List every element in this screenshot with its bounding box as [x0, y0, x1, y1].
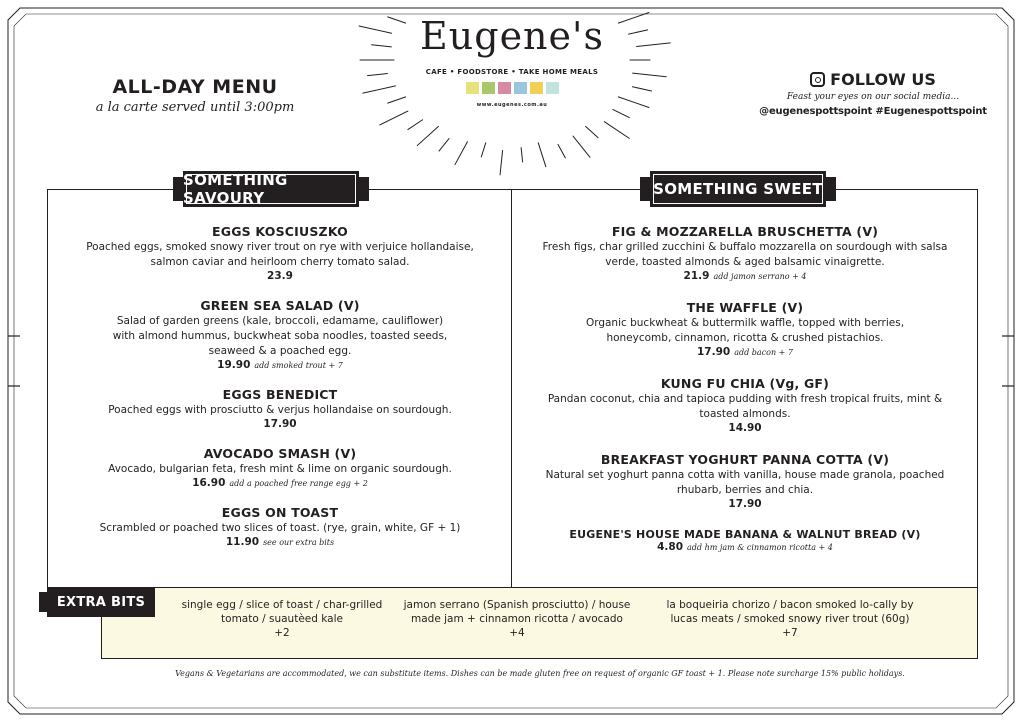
sunburst-ray [632, 87, 651, 91]
brand-url[interactable]: www.eugenes.com.au [476, 102, 548, 108]
item-description: Pandan coconut, chia and tapioca pudding with fresh tropical fruits, mint & toasted almonds. [547, 393, 943, 420]
item-price [520, 270, 970, 282]
item-price [520, 422, 970, 434]
price-value: 23.9 [267, 270, 293, 282]
item-price [60, 477, 500, 489]
item-description: Natural set yoghurt panna cotta with vanilla, house made granola, poached rhubarb, berries and chia. [545, 469, 945, 496]
item-name: EUGENE'S HOUSE MADE BANANA & WALNUT BREAD (V) [569, 528, 921, 541]
item-price [520, 498, 970, 510]
extra-group [172, 598, 392, 640]
item-price [60, 270, 500, 282]
swatch [482, 82, 495, 94]
savoury-banner: SOMETHING SAVOURY [183, 171, 359, 207]
extra-bits-tab: EXTRA BITS [47, 587, 155, 617]
extra-group-text: single egg / slice of toast / char-grilled tomato / suautèed kale [181, 599, 383, 625]
sunburst-ray [388, 97, 406, 103]
sunburst-ray [455, 142, 467, 165]
instagram-icon[interactable] [810, 72, 825, 87]
sunburst-ray [417, 126, 438, 145]
menu-item [520, 376, 970, 434]
swatch [530, 82, 543, 94]
sweet-column [520, 222, 970, 553]
swatch [514, 82, 527, 94]
item-name: EGGS ON TOAST [221, 505, 339, 520]
item-name: AVOCADO SMASH (V) [203, 446, 357, 461]
item-name: BREAKFAST YOGHURT PANNA COTTA (V) [600, 452, 890, 467]
item-description: Scrambled or poached two slices of toast. (rye, grain, white, GF + 1) [99, 522, 461, 534]
savoury-column [60, 222, 500, 548]
sunburst-ray [586, 126, 598, 137]
menu-item [520, 452, 970, 510]
sunburst-ray [633, 73, 667, 77]
price-value: 21.9 [683, 270, 710, 282]
sunburst-ray [618, 97, 649, 108]
sunburst-ray [629, 30, 648, 34]
sunburst-ray [604, 122, 629, 139]
swatch [498, 82, 511, 94]
item-addon: add bacon + 7 [734, 348, 793, 357]
sunburst-ray [500, 150, 503, 174]
item-description: Poached eggs, smoked snowy river trout on rye with verjuice hollandaise, salmon caviar and heirloom cherry tomato salad. [86, 241, 474, 268]
menu-item [520, 300, 970, 358]
price-value: 17.90 [697, 346, 731, 358]
menu-item [60, 446, 500, 489]
sunburst-ray [618, 13, 649, 24]
extra-group [403, 598, 631, 640]
sunburst-ray [613, 109, 630, 117]
swatch [466, 82, 479, 94]
item-price [60, 536, 500, 548]
brand-name: Eugene's [420, 14, 604, 58]
sunburst-ray [521, 148, 522, 162]
price-value: 11.90 [225, 536, 260, 548]
sunburst-ray [637, 43, 671, 47]
item-description: Fresh figs, char grilled zucchini & buffalo mozzarella on sourdough with salsa verde, toasted almonds & aged balsamic vinaigrette. [542, 241, 948, 268]
price-value: 14.90 [728, 422, 762, 434]
brand-tagline: CAFE • FOODSTORE • TAKE HOME MEALS [425, 68, 599, 76]
menu-item [60, 298, 500, 371]
item-addon: add a poached free range egg + 2 [229, 479, 368, 488]
extra-group-price: +7 [782, 627, 798, 639]
item-name: EGGS BENEDICT [222, 387, 338, 402]
item-price [520, 541, 970, 553]
menu-item [60, 387, 500, 430]
follow-us-block [742, 70, 1004, 117]
price-value: 16.90 [192, 477, 226, 489]
item-addon: add jamon serrano + 4 [713, 272, 807, 281]
color-swatches [412, 82, 612, 94]
menu-item [60, 224, 500, 282]
price-value: 17.90 [728, 498, 762, 510]
item-price [60, 418, 500, 430]
sunburst-ray [481, 143, 485, 157]
item-description: Avocado, bulgarian feta, fresh mint & lime on organic sourdough. [108, 463, 452, 475]
extra-group-text: jamon serrano (Spanish prosciutto) / house made jam + cinnamon ricotta / avocado [403, 599, 631, 625]
menu-item [520, 528, 970, 553]
item-name: THE WAFFLE (V) [686, 300, 804, 315]
sunburst-ray [388, 17, 406, 23]
sunburst-ray [368, 74, 388, 76]
price-value: 19.90 [217, 359, 251, 371]
price-value: 17.90 [263, 418, 297, 430]
extra-group-text: la boqueiria chorizo / bacon smoked lo-cally by lucas meats / smoked snowy river trout (60g) [666, 599, 914, 625]
item-price [520, 346, 970, 358]
item-description: Organic buckwheat & buttermilk waffle, topped with berries, honeycomb, cinnamon, ricotta & crushed pistachios. [585, 317, 905, 344]
menu-item [60, 505, 500, 548]
sunburst-ray [408, 120, 423, 130]
sunburst-ray [439, 139, 449, 151]
item-description: Salad of garden greens (kale, broccoli, edamame, cauliflower) with almond hummus, buckwheat soba noodles, toasted seeds, seaweed & a poached egg. [112, 315, 448, 357]
all-day-subtitle: a la carte served until 3:00pm [95, 100, 295, 115]
item-price [60, 359, 500, 371]
item-description: Poached eggs with prosciutto & verjus hollandaise on sourdough. [108, 404, 452, 416]
sunburst-ray [372, 45, 392, 47]
all-day-title: ALL-DAY MENU [112, 76, 278, 98]
sweet-banner: SOMETHING SWEET [650, 171, 826, 207]
all-day-header [90, 76, 300, 115]
item-name: GREEN SEA SALAD (V) [200, 298, 360, 313]
sunburst-ray [573, 136, 590, 157]
sunburst-ray [359, 26, 391, 33]
follow-us-label: FOLLOW US [830, 70, 936, 89]
item-addon: add smoked trout + 7 [254, 361, 343, 370]
brand-logo [412, 14, 612, 108]
item-addon: add hm jam & cinnamon ricotta + 4 [687, 543, 833, 552]
sunburst-ray [558, 144, 565, 157]
social-handles[interactable]: @eugenespottspoint #Eugenespottspoint [759, 106, 987, 117]
item-name: KUNG FU CHIA (Vg, GF) [660, 376, 830, 391]
footnote: Vegans & Vegetarians are accommodated, we can substitute items. Dishes can be made gluten free on request of organic GF toast + 1. Please note surcharge 15% public holidays. [175, 669, 905, 678]
extra-group-price: +4 [509, 627, 525, 639]
menu-item [520, 224, 970, 282]
item-name: EGGS KOSCIUSZKO [212, 224, 348, 239]
follow-us-subtitle: Feast your eyes on our social media... [786, 92, 960, 102]
price-value: 4.80 [657, 541, 684, 553]
sunburst-ray [538, 143, 546, 167]
item-addon: see our extra bits [263, 538, 335, 547]
extra-group-price: +2 [274, 627, 290, 639]
extra-group [665, 598, 915, 640]
sunburst-ray [363, 86, 395, 93]
swatch [546, 82, 559, 94]
column-divider [511, 189, 512, 588]
follow-us-title [742, 70, 1004, 89]
item-name: FIG & MOZZARELLA BRUSCHETTA (V) [611, 224, 879, 239]
sunburst-ray [380, 111, 408, 125]
